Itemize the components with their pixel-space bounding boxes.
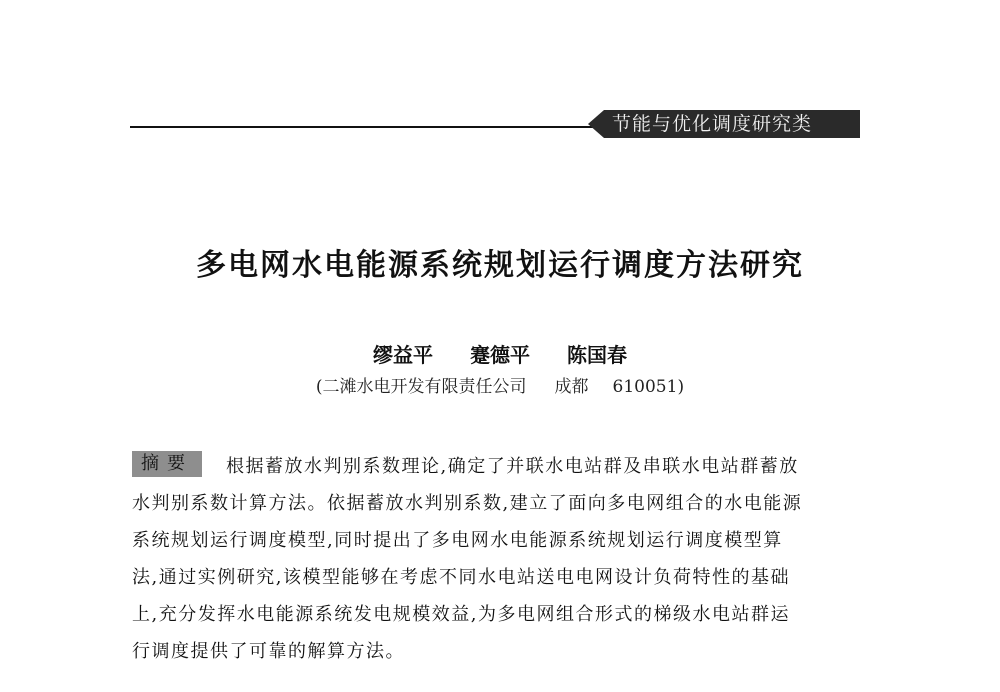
author-name: 陈国春 <box>566 343 627 367</box>
author-list <box>0 339 1000 368</box>
section-header-label: 节能与优化调度研究类 <box>612 113 813 135</box>
paper-title: 多电网水电能源系统规划运行调度方法研究 <box>196 248 804 283</box>
affiliation-close-paren: ) <box>677 377 685 397</box>
abstract-line: 水判别系数计算方法。依据蓄放水判别系数,建立了面向多电网组合的水电能源 <box>132 493 803 514</box>
author-name: 缪益平 <box>373 343 434 367</box>
abstract-label: 摘要 <box>132 451 202 477</box>
affiliation-city: 成都 <box>554 377 589 397</box>
abstract-line: 根据蓄放水判别系数理论,确定了并联水电站群及串联水电站群蓄放 <box>226 456 799 477</box>
abstract-line: 行调度提供了可靠的解算方法。 <box>132 641 405 662</box>
affiliation-organization: 二滩水电开发有限责任公司 <box>322 377 527 397</box>
affiliation-open-paren: ( <box>315 377 323 397</box>
affiliation-postcode: 610051 <box>612 377 678 397</box>
abstract-line: 系统规划运行调度模型,同时提出了多电网水电能源系统规划运行调度模型算 <box>132 530 783 551</box>
abstract-line: 法,通过实例研究,该模型能够在考虑不同水电站送电电网设计负荷特性的基础 <box>132 567 790 588</box>
affiliation <box>0 372 1000 397</box>
header-rule <box>130 126 600 128</box>
abstract-line: 上,充分发挥水电能源系统发电规模效益,为多电网组合形式的梯级水电站群运 <box>132 604 790 625</box>
author-name: 蹇德平 <box>470 343 530 367</box>
